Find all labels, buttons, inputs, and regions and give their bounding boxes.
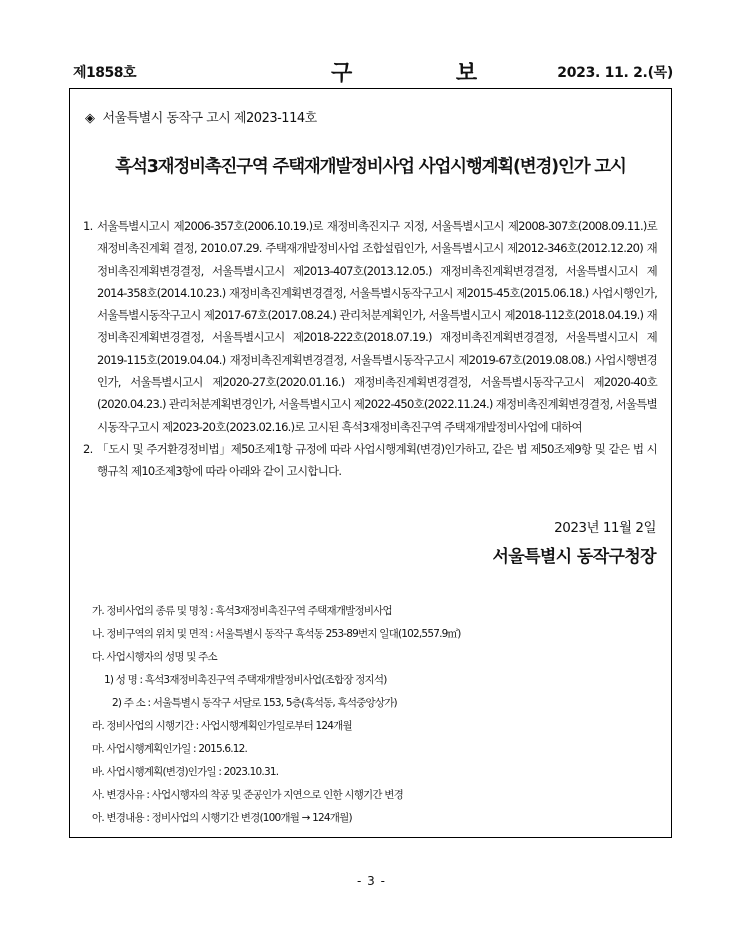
- paragraph-2: [83, 438, 657, 483]
- notice-label: [85, 107, 317, 126]
- notice-body: [83, 215, 657, 483]
- issue-date: 2023. 11. 2.(목): [557, 65, 673, 81]
- detail-item-na: 나. 정비구역의 위치 및 면적 : 서울특별시 동작구 흑석동 253-89번지 일대(102,557.9㎡): [92, 628, 461, 640]
- issue-number: 제1858호: [73, 65, 137, 81]
- detail-item-ga: 가. 정비사업의 종류 및 명칭 : 흑석3재정비촉진구역 주택재개발정비사업: [92, 605, 392, 617]
- notice-title: 흑석3재정비촉진구역 주택재개발정비사업 사업시행계획(변경)인가 고시: [115, 157, 626, 177]
- signature-date: 2023년 11월 2일: [554, 520, 656, 536]
- paragraph-text: 「도시 및 주거환경정비법」제50조제1항 규정에 따라 사업시행계획(변경)인가하고, 같은 법 제50조제9항 및 같은 법 시행규칙 제10조제3항에 따라 아래와 같이 고시합니다.: [97, 441, 657, 479]
- paragraph-number: 1.: [83, 219, 93, 233]
- notice-number: 서울특별시 동작구 고시 제2023-114호: [102, 111, 317, 126]
- page-number: - 3 -: [357, 874, 386, 888]
- detail-item-a: 아. 변경내용 : 정비사업의 시행기간 변경(100개월 → 124개월): [92, 812, 352, 824]
- paragraph-number: 2.: [83, 441, 93, 456]
- detail-item-ba: 바. 사업시행계획(변경)인가일 : 2023.10.31.: [92, 766, 279, 778]
- signature-authority: 서울특별시 동작구청장: [492, 547, 656, 567]
- detail-sub-item-address: 2) 주 소 : 서울특별시 동작구 서달로 153, 5층(흑석동, 흑석중앙상가): [112, 697, 397, 709]
- detail-item-ra: 라. 정비사업의 시행기간 : 사업시행계획인가일로부터 124개월: [92, 720, 352, 732]
- detail-item-ma: 마. 사업시행계획인가일 : 2015.6.12.: [92, 743, 248, 755]
- diamond-bullet-icon: ◈: [85, 111, 95, 126]
- notice-box: [69, 88, 672, 838]
- detail-sub-item-name: 1) 성 명 : 흑석3재정비촉진구역 주택재개발정비사업(조합장 정지석): [104, 674, 387, 686]
- paragraph-1: [83, 215, 657, 438]
- detail-list: [92, 600, 661, 830]
- gazette-title: 구 보: [331, 61, 526, 86]
- detail-item-sa: 사. 변경사유 : 사업시행자의 착공 및 준공인가 지연으로 인한 시행기간 변경: [92, 789, 403, 801]
- paragraph-text: 서울특별시고시 제2006-357호(2006.10.19.)로 재정비촉진지구 지정, 서울특별시고시 제2008-307호(2008.09.11.)로 재정비촉진계획 결정, 2010.07.29. 주택재개발정비사업 조합설립인가, 서울특별시고시 제2012-346호(2012.12.20) 재정비촉진계획변경결정, 서울특별시고시 제2013-407호(2013.12.05.) 재정비촉진계획변경결정, 서울특별시고시 제2014-358호(2014.10.23.) 재정비촉진계획변경결정, 서울특별시동작구고시 제2015-45호(2015.06.18.) 사업시행인가, 서울특별시동작구고시 제2017-67호(2017.08.24.) 관리처분계획인가, 서울특별시고시 제2018-112호(2018.04.19.) 재정비촉진계획변경결정, 서울특별시고시 제2018-222호(2018.07.19.) 재정비촉진계획변경결정, 서울특별시고시 제2019-115호(2019.04.04.) 재정비촉진계획변경결정, 서울특별시동작구고시 제2019-67호(2019.08.08.) 사업시행변경인가, 서울특별시고시 제2020-27호(2020.01.16.) 재정비촉진계획변경결정, 서울특별시동작구고시 제2020-40호(2020.04.23.) 관리처분계획변경인가, 서울특별시고시 제2022-450호(2022.11.24.) 재정비촉진계획변경결정, 서울특별시동작구고시 제2023-20호(2023.02.16.)로 고시된 흑석3재정비촉진구역 주택재개발정비사업에 대하여: [97, 219, 657, 434]
- detail-item-da: 다. 사업시행자의 성명 및 주소: [92, 651, 217, 663]
- gazette-header: [73, 56, 673, 84]
